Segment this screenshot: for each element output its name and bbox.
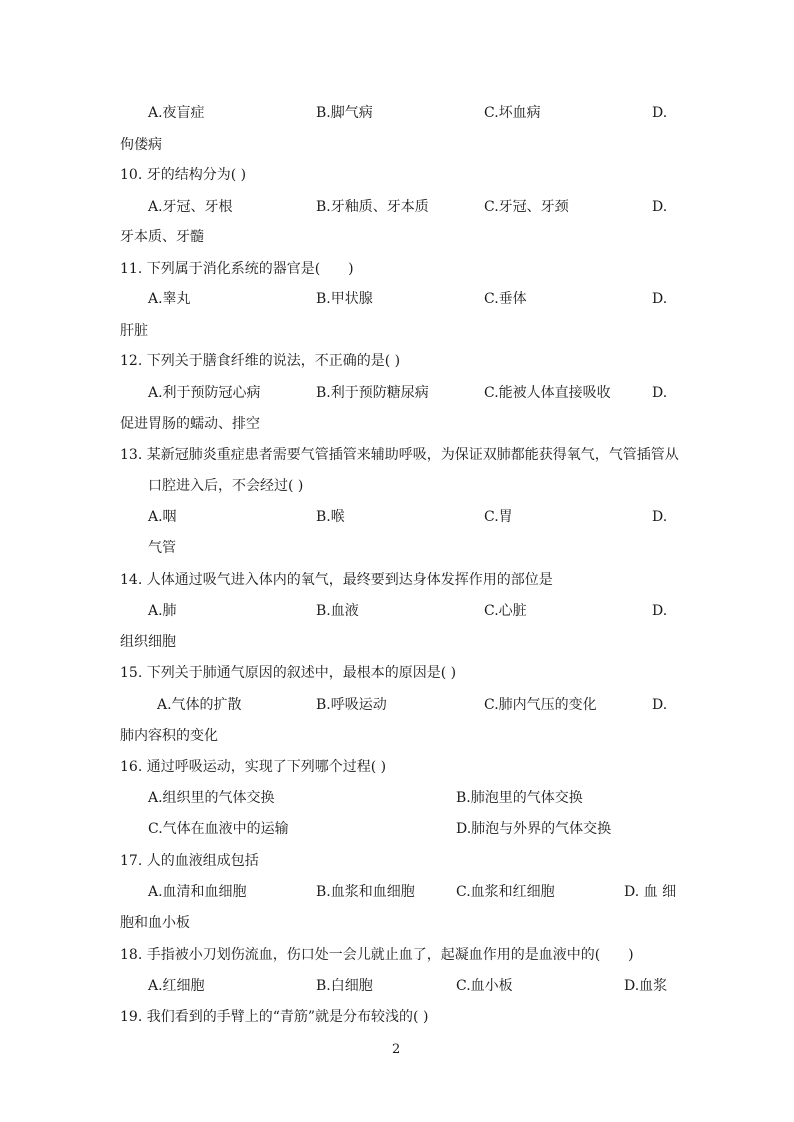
option-d: D.肺泡与外界的气体交换 (456, 821, 612, 837)
option-c: C.血小板 (456, 978, 513, 994)
option-c: C.能被人体直接吸收 (484, 385, 611, 401)
question-17: 17. 人的血液组成包括 (120, 853, 259, 869)
option-d-continuation: 胞和血小板 (120, 915, 190, 931)
question-16: 16. 通过呼吸运动，实现了下列哪个过程( ) (120, 759, 387, 775)
question-15: 15. 下列关于肺通气原因的叙述中，最根本的原因是( ) (120, 665, 457, 681)
option-b: B.血浆和血细胞 (316, 884, 415, 900)
option-b: B.喉 (316, 509, 345, 525)
option-d: D. (652, 105, 668, 121)
question-14: 14. 人体通过吸气进入体内的氧气，最终要到达身体发挥作用的部位是 (120, 572, 553, 588)
question-13-continuation: 口腔进入后，不会经过( ) (148, 478, 304, 494)
option-c: C.心脏 (484, 603, 527, 619)
option-d: D.血浆 (624, 978, 668, 994)
option-d: D. (652, 291, 668, 307)
option-d-continuation: 牙本质、牙髓 (120, 229, 204, 245)
option-a: A.红细胞 (148, 978, 205, 994)
option-a: A.血清和血细胞 (148, 884, 247, 900)
option-d-continuation: 促进胃肠的蠕动、排空 (120, 416, 260, 432)
option-c: C.垂体 (484, 291, 527, 307)
option-b: B.血液 (316, 603, 359, 619)
option-b: B.甲状腺 (316, 291, 373, 307)
option-b: B.脚气病 (316, 105, 373, 121)
option-b: B.利于预防糖尿病 (316, 385, 429, 401)
option-a: A.咽 (148, 509, 177, 525)
option-d: D. (652, 697, 668, 713)
option-c: C.气体在血液中的运输 (148, 821, 289, 837)
option-d: D. 血 细 (624, 884, 677, 900)
option-c: C.胃 (484, 509, 513, 525)
option-b: B.牙釉质、牙本质 (316, 199, 429, 215)
option-d-continuation: 佝偻病 (120, 137, 162, 153)
question-12: 12. 下列关于膳食纤维的说法，不正确的是( ) (120, 353, 401, 369)
option-d: D. (652, 509, 668, 525)
option-d-continuation: 组织细胞 (120, 634, 176, 650)
option-a: A.肺 (148, 603, 177, 619)
option-b: B.白细胞 (316, 978, 373, 994)
option-a: A.夜盲症 (148, 105, 205, 121)
option-a: A.气体的扩散 (157, 697, 242, 713)
question-11: 11. 下列属于消化系统的器官是( ) (120, 261, 354, 277)
option-b: B.肺泡里的气体交换 (456, 790, 583, 806)
page-number: 2 (392, 1042, 401, 1057)
option-a: A.利于预防冠心病 (148, 385, 261, 401)
option-c: C.牙冠、牙颈 (484, 199, 569, 215)
question-18: 18. 手指被小刀划伤流血，伤口处一会儿就止血了，起凝血作用的是血液中的( ) (120, 947, 634, 963)
option-c: C.血浆和红细胞 (456, 884, 555, 900)
option-d: D. (652, 385, 668, 401)
option-d-continuation: 气管 (148, 540, 176, 556)
option-a: A.牙冠、牙根 (148, 199, 233, 215)
option-a: A.睾丸 (148, 291, 191, 307)
option-a: A.组织里的气体交换 (148, 790, 275, 806)
option-c: C.坏血病 (484, 105, 541, 121)
option-d: D. (652, 199, 668, 215)
option-b: B.呼吸运动 (316, 697, 387, 713)
option-d-continuation: 肝脏 (120, 323, 148, 339)
question-10: 10. 牙的结构分为( ) (120, 167, 247, 183)
option-d-continuation: 肺内容积的变化 (120, 728, 218, 744)
option-d: D. (652, 603, 668, 619)
question-13: 13. 某新冠肺炎重症患者需要气管插管来辅助呼吸，为保证双肺都能获得氧气，气管插管从 (120, 447, 679, 463)
option-c: C.肺内气压的变化 (484, 697, 597, 713)
question-19: 19. 我们看到的手臂上的“青筋”就是分布较浅的( ) (120, 1009, 429, 1025)
